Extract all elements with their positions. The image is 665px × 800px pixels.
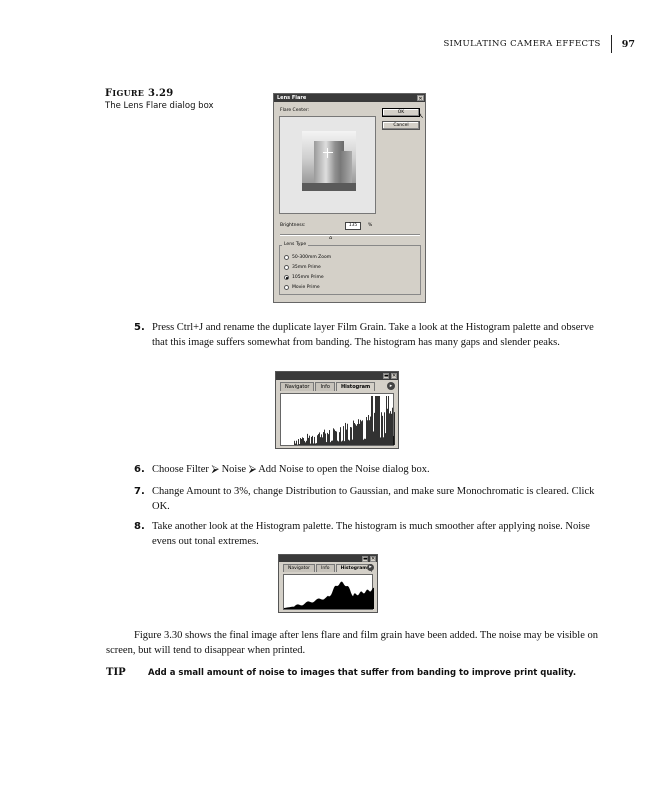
histogram-bar — [382, 416, 383, 445]
histogram-bar — [299, 444, 300, 445]
step-text: Take another look at the Histogram palette. The histogram is much smoother after applying noise. Noise evens out tonal extremes. — [152, 521, 590, 547]
radio-icon — [284, 255, 289, 260]
histogram-bar — [361, 421, 362, 445]
slider-thumb-icon[interactable]: ⌂ — [329, 235, 333, 241]
histogram-bar — [379, 396, 380, 445]
tab-navigator[interactable]: Navigator — [280, 382, 314, 391]
figure-caption-text: The Lens Flare dialog box — [105, 101, 214, 111]
histogram-bar — [388, 396, 389, 445]
histogram-bar — [313, 443, 314, 445]
percent-label: % — [368, 223, 373, 228]
histogram-bar — [316, 443, 317, 445]
tip-text: Add a small amount of noise to images that suffer from banding to improve print quality. — [148, 668, 577, 678]
pointer-cursor-icon: ↖ — [418, 112, 424, 120]
step-number: 8. — [134, 521, 145, 532]
histogram-bar — [335, 431, 336, 445]
histogram-bar — [355, 424, 356, 445]
histogram-bar — [317, 435, 318, 445]
histogram-bar — [340, 427, 341, 445]
histogram-bar — [346, 430, 347, 445]
lens-flare-dialog — [273, 93, 426, 303]
histogram-bar — [350, 427, 351, 445]
histogram-bar — [330, 442, 331, 445]
histogram-bar — [363, 440, 364, 445]
tip-label: TIP — [106, 667, 126, 678]
histogram-bar — [342, 441, 343, 445]
close-icon[interactable]: ✕ — [418, 96, 423, 102]
histogram-bar — [372, 396, 373, 445]
histogram-bar — [353, 421, 354, 445]
running-title: SIMULATING CAMERA EFFECTS — [443, 39, 601, 49]
histogram-bar — [333, 428, 334, 445]
dialog-title: Lens Flare — [277, 95, 307, 101]
histogram-bar — [329, 430, 330, 445]
histogram-bar — [391, 414, 392, 445]
histogram-palette-after — [278, 554, 378, 613]
histogram-bar — [387, 409, 388, 445]
running-header — [443, 36, 635, 52]
histogram-bar — [331, 441, 332, 445]
step-8 — [134, 519, 612, 549]
histogram-bar — [360, 420, 361, 445]
histogram-bar — [322, 437, 323, 445]
histogram-bar — [380, 437, 381, 445]
minimize-icon[interactable]: ▬ — [363, 555, 368, 562]
histogram-bar — [378, 396, 379, 445]
histogram-bar — [339, 432, 340, 445]
flare-preview[interactable] — [279, 116, 376, 214]
histogram-bar — [295, 444, 296, 445]
histogram-bar — [337, 441, 338, 445]
histogram-bar — [359, 424, 360, 445]
histogram-bar — [358, 419, 359, 445]
radio-selected-icon — [284, 275, 289, 280]
histogram-graph-after — [283, 574, 373, 610]
histogram-bar — [302, 437, 303, 445]
body-paragraph: Figure 3.30 shows the final image after lens flare and film grain have been added. The noise may be visible on screen, but will tend to disappear when printed. — [106, 630, 598, 656]
radio-label: 50-300mm Zoom — [292, 255, 332, 260]
brightness-slider[interactable] — [280, 234, 420, 236]
brightness-input[interactable]: 135 — [345, 222, 361, 230]
histogram-bar — [352, 440, 353, 445]
histogram-bar — [365, 439, 366, 445]
histogram-bar — [364, 439, 365, 445]
histogram-bar — [310, 444, 311, 445]
close-icon[interactable]: ✕ — [371, 555, 376, 562]
radio-icon — [284, 285, 289, 290]
histogram-bar — [368, 415, 369, 445]
histogram-bar — [304, 441, 305, 445]
close-icon[interactable]: ✕ — [392, 373, 397, 379]
histogram-bar — [347, 424, 348, 445]
histogram-bar — [300, 438, 301, 445]
histogram-bar — [320, 437, 321, 445]
ok-button[interactable]: OK — [382, 108, 420, 117]
histogram-bar — [296, 441, 297, 445]
histogram-bar — [326, 442, 327, 445]
histogram-bar — [374, 413, 375, 445]
step-number: 5. — [134, 322, 145, 333]
step-text: Press Ctrl+J and rename the duplicate layer Film Grain. Take a look at the Histogram palette and observe that this image suffers somewhat from banding. The histogram has many gaps and slender peaks. — [152, 322, 594, 348]
minimize-icon[interactable]: ▬ — [384, 373, 389, 379]
histogram-bar — [315, 443, 316, 445]
histogram-bar — [390, 411, 391, 445]
histogram-bar — [328, 434, 329, 445]
histogram-bar — [321, 434, 322, 445]
palette-menu-icon[interactable]: ▸ — [367, 564, 374, 571]
histogram-bar — [343, 426, 344, 445]
histogram-bar — [385, 433, 386, 445]
histogram-bar — [351, 427, 352, 445]
radio-movie-prime[interactable] — [284, 285, 320, 290]
histogram-bar — [323, 432, 324, 445]
histogram-bar — [301, 439, 302, 445]
preview-image — [302, 131, 356, 191]
step-text: Change Amount to 3%, change Distribution to Gaussian, and make sure Monochromatic is cleared. Click OK. — [152, 486, 595, 512]
cancel-button[interactable]: Cancel — [382, 121, 420, 130]
page-number: 97 — [621, 38, 635, 50]
histogram-bar — [356, 426, 357, 445]
histogram-bar — [393, 436, 394, 445]
histogram-bar — [362, 420, 363, 445]
tip-box — [106, 667, 612, 680]
step-number: 7. — [134, 486, 145, 497]
histogram-bar — [294, 441, 295, 445]
ground-shape — [302, 183, 356, 191]
histogram-bar — [344, 441, 345, 445]
tab-histogram[interactable]: Histogram — [336, 382, 375, 391]
histogram-bar — [306, 441, 307, 445]
flare-center-label: Flare Center: — [280, 108, 310, 113]
step-number: 6. — [134, 464, 145, 475]
histogram-bar — [308, 438, 309, 445]
tab-info[interactable]: Info — [315, 382, 334, 391]
step-text: Choose Filter ⮚ Noise ⮚ Add Noise to open the Noise dialog box. — [152, 464, 430, 475]
histogram-bar — [334, 430, 335, 445]
lens-type-label: Lens Type — [284, 242, 307, 247]
radio-label: 105mm Prime — [292, 275, 324, 280]
radio-35mm-prime[interactable] — [284, 265, 321, 270]
figure-label — [105, 88, 265, 99]
palette-titlebar — [276, 372, 398, 380]
histogram-bar — [376, 396, 377, 445]
histogram-bar — [341, 441, 342, 445]
histogram-bar — [338, 441, 339, 445]
histogram-curve-after — [284, 575, 374, 609]
tab-info[interactable]: Info — [316, 564, 335, 572]
histogram-bar — [370, 417, 371, 445]
histogram-bar — [332, 441, 333, 445]
histogram-bar — [349, 440, 350, 445]
step-5 — [134, 320, 612, 350]
histogram-bar — [311, 437, 312, 445]
histogram-bar — [325, 433, 326, 445]
histogram-bar — [305, 442, 306, 445]
palette-menu-icon[interactable]: ▸ — [387, 382, 395, 390]
figure-label-prefix: F — [105, 88, 113, 99]
histogram-bar — [298, 439, 299, 445]
histogram-bar — [303, 438, 304, 445]
histogram-bar — [373, 431, 374, 445]
histogram-bar — [375, 396, 376, 445]
histogram-bar — [327, 433, 328, 445]
radio-105mm-prime[interactable] — [284, 275, 324, 280]
histogram-bar — [319, 432, 320, 445]
palette-titlebar — [279, 555, 377, 562]
histogram-bar — [381, 412, 382, 445]
radio-label: Movie Prime — [292, 285, 320, 290]
histogram-bar — [348, 440, 349, 445]
tab-histogram[interactable]: Histogram — [336, 564, 372, 572]
step-7 — [134, 484, 612, 514]
histogram-bar — [389, 413, 390, 445]
radio-icon — [284, 265, 289, 270]
histogram-area — [284, 582, 374, 609]
figure-caption — [105, 88, 265, 111]
brightness-label: Brightness: — [280, 223, 306, 228]
histogram-bar — [384, 412, 385, 445]
crosshair-icon[interactable] — [323, 148, 333, 158]
histogram-bar — [354, 423, 355, 445]
histogram-bar — [314, 437, 315, 445]
figure-label-rest: IGURE — [112, 88, 145, 98]
palette-tabs — [276, 380, 398, 391]
histogram-bar — [312, 436, 313, 445]
histogram-bar — [324, 430, 325, 445]
tab-navigator[interactable]: Navigator — [283, 564, 315, 572]
histogram-bar — [336, 432, 337, 445]
histogram-bars-before — [281, 394, 395, 445]
histogram-bar — [371, 396, 372, 445]
histogram-bar — [369, 420, 370, 445]
dialog-titlebar — [274, 94, 425, 102]
histogram-bar — [357, 424, 358, 445]
histogram-bar — [377, 396, 378, 445]
histogram-bar — [394, 412, 395, 445]
histogram-graph-before — [280, 393, 394, 446]
histogram-palette-before — [275, 371, 399, 449]
histogram-bar — [307, 434, 308, 445]
histogram-bar — [392, 408, 393, 445]
histogram-bar — [366, 417, 367, 445]
histogram-bar — [383, 437, 384, 445]
figure-label-number: 3.29 — [148, 88, 174, 99]
histogram-bar — [386, 396, 387, 445]
step-6 — [134, 462, 612, 477]
histogram-bar — [309, 436, 310, 445]
radio-50-300mm-zoom[interactable] — [284, 255, 331, 260]
histogram-bar — [367, 420, 368, 445]
radio-label: 35mm Prime — [292, 265, 321, 270]
histogram-bar — [345, 423, 346, 445]
palette-tabs — [279, 562, 377, 572]
histogram-bar — [318, 434, 319, 445]
